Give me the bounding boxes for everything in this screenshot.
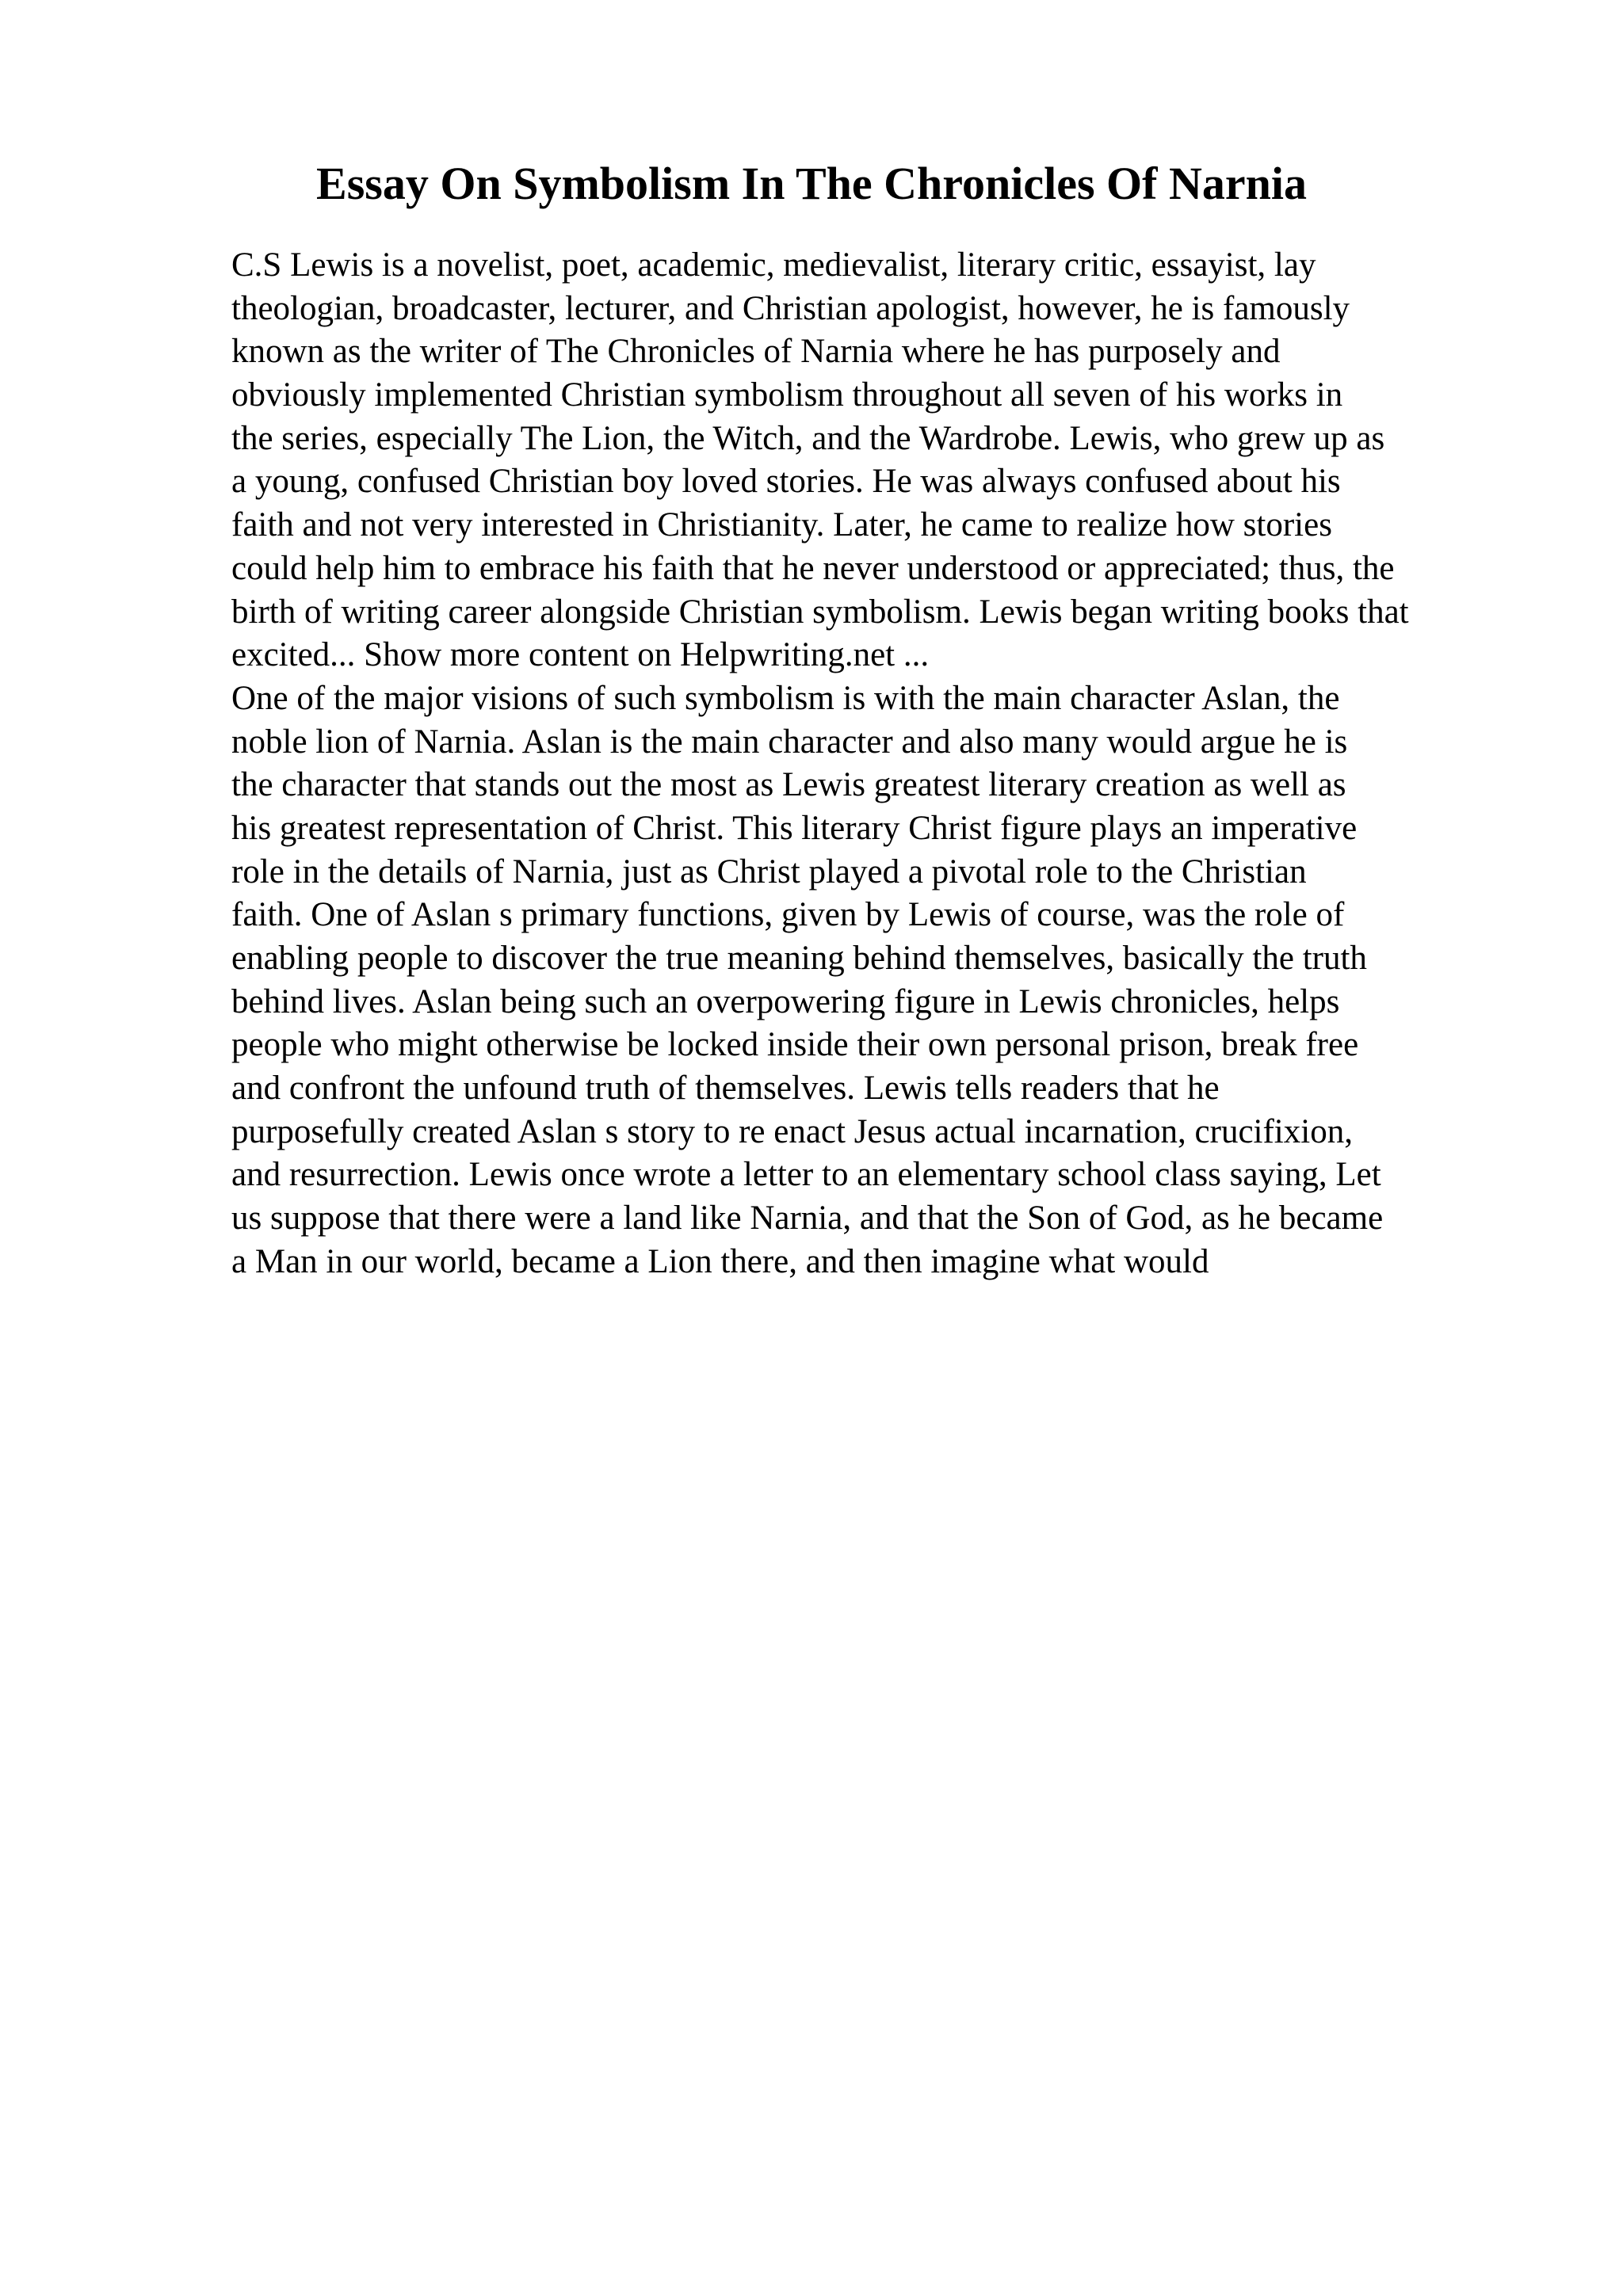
text-line: the character that stands out the most as Lewis greatest literary creation as well as [231, 766, 1346, 804]
text-line: a Man in our world, became a Lion there, and then imagine what would [231, 1242, 1209, 1280]
text-line: the series, especially The Lion, the Witch, and the Wardrobe. Lewis, who grew up as [231, 419, 1385, 457]
text-line: faith. One of Aslan s primary functions, given by Lewis of course, was the role of [231, 896, 1345, 934]
text-line: One of the major visions of such symbolism is with the main character Aslan, the [231, 679, 1340, 717]
text-line: role in the details of Narnia, just as Christ played a pivotal role to the Christian [231, 852, 1307, 891]
text-line: C.S Lewis is a novelist, poet, academic, medievalist, literary critic, essayist, lay [231, 246, 1316, 284]
text-line: his greatest representation of Christ. This literary Christ figure plays an imperative [231, 809, 1358, 847]
show-more-line: excited... Show more content on Helpwriting.net ... [231, 636, 930, 674]
text-line: people who might otherwise be locked inside their own personal prison, break free [231, 1026, 1359, 1064]
text-line: and resurrection. Lewis once wrote a letter to an elementary school class saying, Let [231, 1156, 1381, 1194]
text-line: a young, confused Christian boy loved stories. He was always confused about his [231, 463, 1341, 501]
text-line: theologian, broadcaster, lecturer, and Christian apologist, however, he is famously [231, 289, 1350, 327]
page-title: Essay On Symbolism In The Chronicles Of Narnia [316, 158, 1307, 209]
text-line: known as the writer of The Chronicles of Narnia where he has purposely and [231, 333, 1281, 371]
text-line: and confront the unfound truth of themselves. Lewis tells readers that he [231, 1070, 1220, 1108]
essay-body [231, 244, 1579, 1284]
text-line: could help him to embrace his faith that he never understood or appreciated; thus, the [231, 549, 1395, 587]
text-line: purposefully created Aslan s story to re enact Jesus actual incarnation, crucifixion, [231, 1112, 1353, 1150]
text-line: enabling people to discover the true meaning behind themselves, basically the truth [231, 940, 1367, 977]
text-line: us suppose that there were a land like Narnia, and that the Son of God, as he became [231, 1199, 1384, 1238]
text-line: faith and not very interested in Christianity. Later, he came to realize how stories [231, 506, 1332, 544]
text-line: behind lives. Aslan being such an overpowering figure in Lewis chronicles, helps [231, 982, 1340, 1020]
text-line: obviously implemented Christian symbolism throughout all seven of his works in [231, 376, 1343, 414]
text-line: noble lion of Narnia. Aslan is the main character and also many would argue he is [231, 723, 1348, 761]
text-line: birth of writing career alongside Christian symbolism. Lewis began writing books that [231, 593, 1409, 631]
